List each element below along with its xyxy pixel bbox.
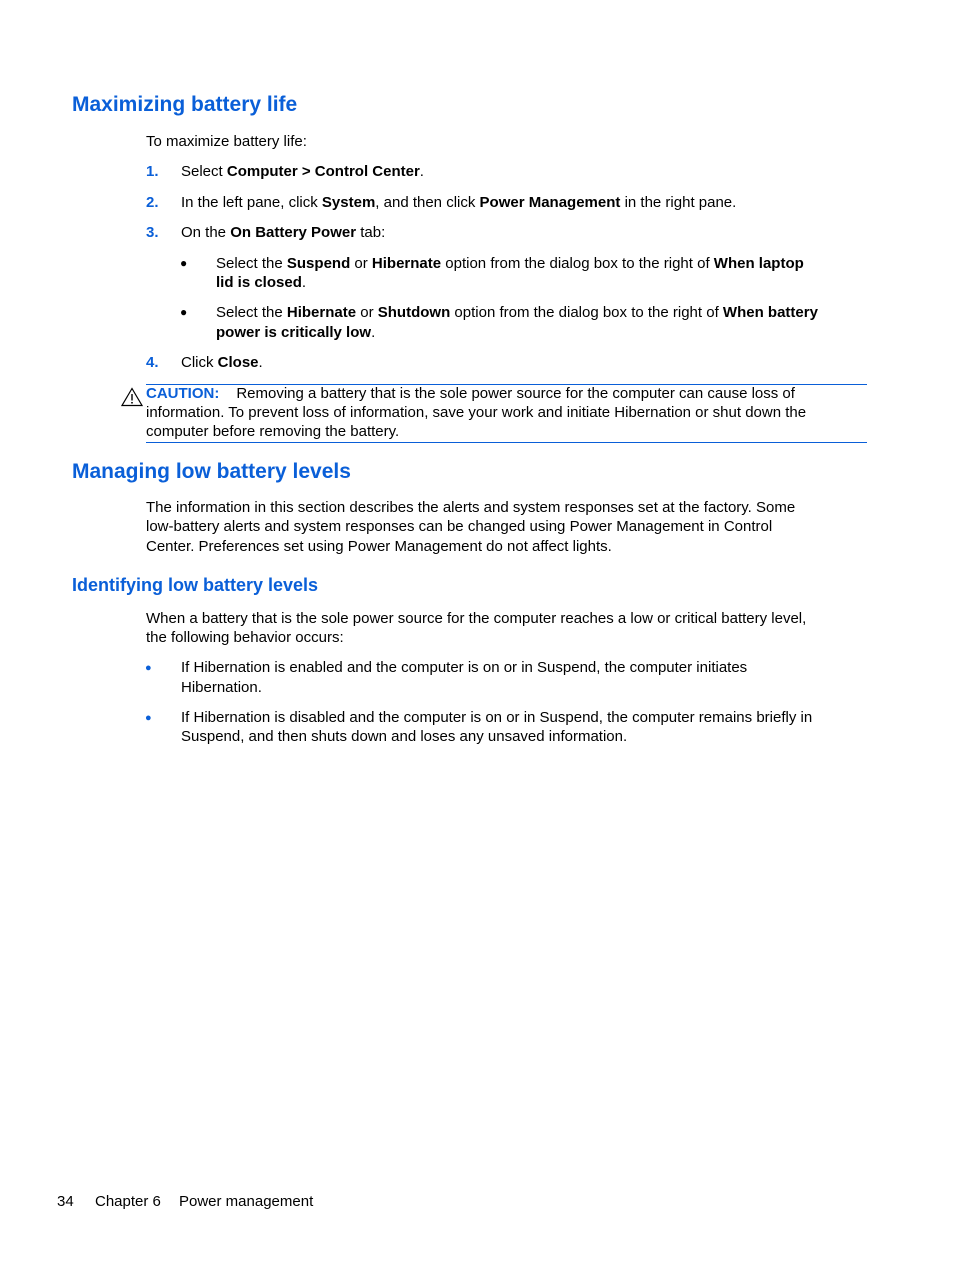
caution-label: CAUTION:: [146, 385, 220, 402]
section3-paragraph: When a battery that is the sole power source for the computer reaches a low or critical battery level,: [146, 610, 807, 627]
caution-text: CAUTION: Removing a battery that is the sole power source for the computer can cause loss of: [146, 385, 795, 402]
bullet-icon: ●: [145, 712, 152, 724]
step-text: In the left pane, click System, and then click Power Management in the right pane.: [181, 194, 737, 211]
section3-paragraph-cont: the following behavior occurs:: [146, 629, 344, 646]
intro-text: To maximize battery life:: [146, 133, 307, 150]
caution-bottom-rule: [146, 442, 867, 443]
footer-chapter-title: Power management: [179, 1193, 314, 1210]
step-text: Select Computer > Control Center.: [181, 163, 424, 180]
page-number: 34: [57, 1193, 74, 1210]
section2-paragraph: The information in this section describes the alerts and system responses set at the factory. Some: [146, 499, 796, 516]
section2-paragraph-cont: low-battery alerts and system responses can be changed using Power Management in Control: [146, 518, 773, 535]
bullet-text: If Hibernation is disabled and the computer is on or in Suspend, the computer remains briefly in: [181, 709, 813, 726]
bullet-icon: ●: [145, 662, 152, 674]
sub-bullet-icon: ●: [180, 305, 188, 319]
footer-chapter: Chapter 6: [95, 1193, 161, 1210]
bullet-text: If Hibernation is enabled and the computer is on or in Suspend, the computer initiates: [181, 659, 748, 676]
sub-bullet-text-cont: lid is closed.: [216, 274, 307, 291]
sub-bullet-text: Select the Suspend or Hibernate option from the dialog box to the right of When laptop: [216, 255, 804, 272]
step-text: On the On Battery Power tab:: [181, 224, 386, 241]
step-number: 3.: [146, 224, 159, 241]
sub-bullet-icon: ●: [180, 256, 188, 270]
step-number: 2.: [146, 194, 159, 211]
heading-maximizing-battery-life: Maximizing battery life: [72, 93, 298, 116]
bullet-text-cont: Suspend, and then shuts down and loses any unsaved information.: [181, 728, 628, 745]
heading-identifying-low-battery-levels: Identifying low battery levels: [72, 575, 319, 595]
caution-text-cont: information. To prevent loss of information, save your work and initiate Hibernation or shut down the: [146, 404, 807, 421]
step-number: 4.: [146, 354, 159, 371]
sub-bullet-text: Select the Hibernate or Shutdown option from the dialog box to the right of When battery: [216, 304, 818, 321]
sub-bullet-text-cont: power is critically low.: [216, 324, 376, 341]
warning-triangle-icon: [121, 387, 143, 407]
step-number: 1.: [146, 163, 159, 180]
caution-text-cont: computer before removing the battery.: [146, 423, 400, 440]
step-text: Click Close.: [181, 354, 263, 371]
bullet-text-cont: Hibernation.: [181, 679, 262, 696]
heading-managing-low-battery-levels: Managing low battery levels: [72, 460, 351, 483]
section2-paragraph-cont: Center. Preferences set using Power Management do not affect lights.: [146, 538, 612, 555]
